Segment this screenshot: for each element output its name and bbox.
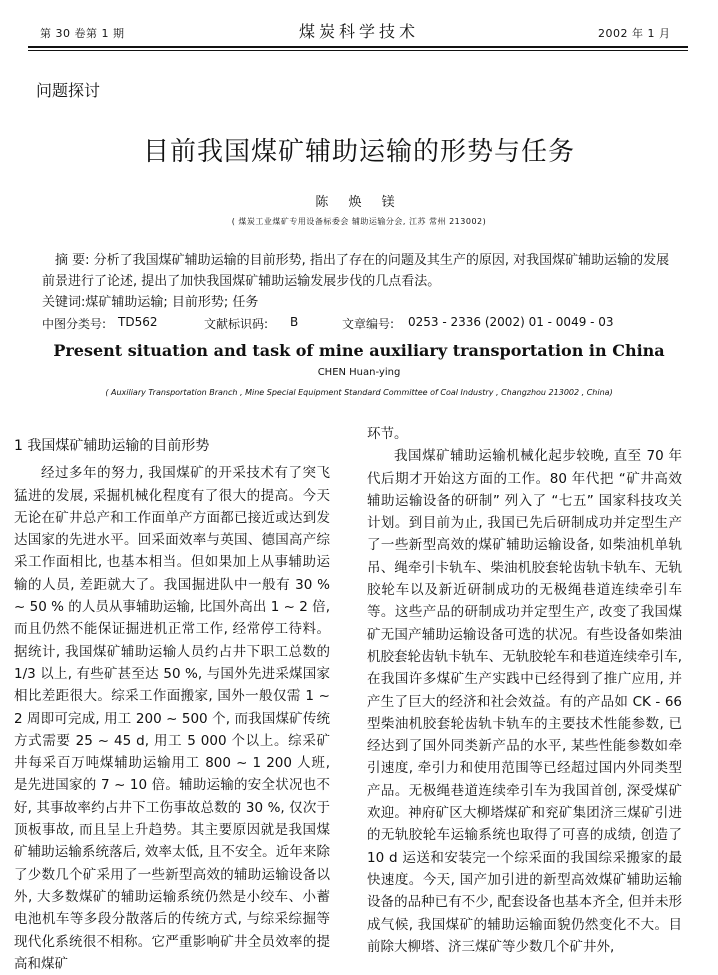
abstract-label: 摘 要: — [55, 253, 90, 268]
author-affiliation: ( 煤炭工业煤矿专用设备标委会 辅助运输分会, 江苏 常州 213002) — [231, 217, 487, 226]
body-column-right — [367, 423, 682, 958]
clc-label: 中图分类号: — [42, 317, 107, 331]
section-heading: 1 我国煤矿辅助运输的目前形势 — [14, 438, 210, 454]
doc-code-value: B — [290, 315, 299, 329]
keywords-label: 关键词: — [42, 295, 86, 310]
english-title: Present situation and task of mine auxiliary transportation in China — [53, 341, 665, 360]
body-paragraph: 经过多年的努力, 我国煤矿的开采技术有了突飞猛进的发展, 采掘机械化程度有了很大的提高。今天无论在矿井总产和工作面单产方面都已接近或达到发达国家的先进水平。回采面效率与英国、德国高产综采工作面相比, 也基本相当。但如果加上从事辅助运输的人员, 差距就大了。我国掘进队中一般有 30 % ~ 50 % 的人员从事辅助运输, 比国外高出 1 ~ 2 倍, 而且仍然不能保证掘进机正常工作, 经常停工待料。据统计, 我国煤矿辅助运输人员约占井下职工总数的 1/3 以上, 有些矿甚至达 50 %, 与国外先进采煤国家相比差距很大。综采工作面搬家, 国外一般仅需 1 ~ 2 周即可完成, 用工 200 ~ 500 个, 而我国煤矿传统方式需要 25 ~ 45 d, 用工 5 000 个以上。综采矿井每采百万吨煤辅助运输用工 800 ~ 1 200 人班, 是先进国家的 7 ~ 10 倍。辅助运输的安全状况也不好, 其事故率约占井下工伤事故总数的 30 %, 仅次于顶板事故, 而且呈上升趋势。其主要原因就是我国煤矿辅助运输系统落后, 效率太低, 且不安全。近年来除了少数几个矿采用了一些新型高效的辅助运输设备以外, 大多数煤矿的辅助运输系统仍然是小绞车、小蓄电池机车等多段分散落后的传统方式, 与综采综掘等现代化系统很不相称。它严重影响矿井全员效率的提高和煤矿 — [14, 465, 330, 972]
keywords-text: 煤矿辅助运输; 目前形势; 任务 — [85, 295, 259, 310]
clc-value: TD562 — [118, 315, 158, 329]
doc-code-label: 文献标识码: — [204, 317, 269, 331]
header-rule-thin — [28, 50, 688, 51]
body-paragraph: 我国煤矿辅助运输机械化起步较晚, 直至 70 年代后期才开始这方面的工作。80 年代把 “矿井高效辅助运输设备的研制” 列入了 “七五” 国家科技攻关计划。到目前为止, 我国已先后研制成功并定型生产了一些新型高效的煤矿辅助运输设备, 如柴油机单轨吊、绳牵引卡轨车、柴油机胶套轮齿轨卡轨车、无轨胶轮车以及新近研制成功的无极绳巷道连续牵引车等。这些产品的研制成功并定型生产, 改变了我国煤矿无国产辅助运输设备可选的状况。有些设备如柴油机胶套轮齿轨卡轨车、无轨胶轮车和巷道连续牵引车, 在我国许多煤矿生产实践中已经得到了推广应用, 并产生了巨大的经济和社会效益。有的产品如 CK - 66 型柴油机胶套轮齿轨卡轨车的主要技术性能参数, 已经达到了国外同类新产品的水平, 某些性能参数如牵引速度, 牵引力和使用范围等已经超过国内外同类型产品。无极绳巷道连续牵引车为我国首创, 深受煤矿欢迎。神府矿区大柳塔煤矿和兖矿集团济三煤矿引进的无轨胶轮车运输系统也取得了可喜的成绩, 创造了 10 d 运送和安装完一个综采面的我国综采搬家的最快速度。今天, 国产加引进的新型高效煤矿辅助运输设备的品种已有不少, 配套设备也基本齐全, 但并未形成气候, 我国煤矿的辅助运输面貌仍然变化不大。目前除大柳塔、济三煤矿等少数几个矿井外, — [367, 448, 682, 955]
section-label: 问题探讨 — [36, 81, 101, 100]
journal-date: 2002 年 1 月 — [598, 27, 671, 40]
header-rule — [28, 46, 688, 48]
body-paragraph-continuation: 环节。 — [367, 426, 408, 442]
abstract — [42, 250, 682, 292]
journal-issue: 第 30 卷第 1 期 — [40, 27, 125, 40]
author-name: 陈 焕 镁 — [315, 195, 403, 210]
article-number-label: 文章编号: — [342, 317, 395, 331]
keywords — [42, 292, 682, 313]
english-author: CHEN Huan-ying — [317, 367, 401, 378]
journal-name: 煤炭科学技术 — [298, 22, 419, 41]
article-title: 目前我国煤矿辅助运输的形势与任务 — [142, 137, 575, 167]
abstract-text: 分析了我国煤矿辅助运输的目前形势, 指出了存在的问题及其生产的原因, 对我国煤矿辅助运输的发展前景进行了论述, 提出了加快我国煤矿辅助运输发展步伐的几点看法。 — [42, 253, 670, 289]
article-number-value: 0253 - 2336 (2002) 01 - 0049 - 03 — [408, 315, 614, 329]
english-affiliation: ( Auxiliary Transportation Branch , Mine Special Equipment Standard Committee of Coal Industry , Changzhou 213002 , China) — [105, 388, 613, 397]
body-column-left — [14, 435, 330, 975]
abstract-block — [42, 250, 682, 313]
